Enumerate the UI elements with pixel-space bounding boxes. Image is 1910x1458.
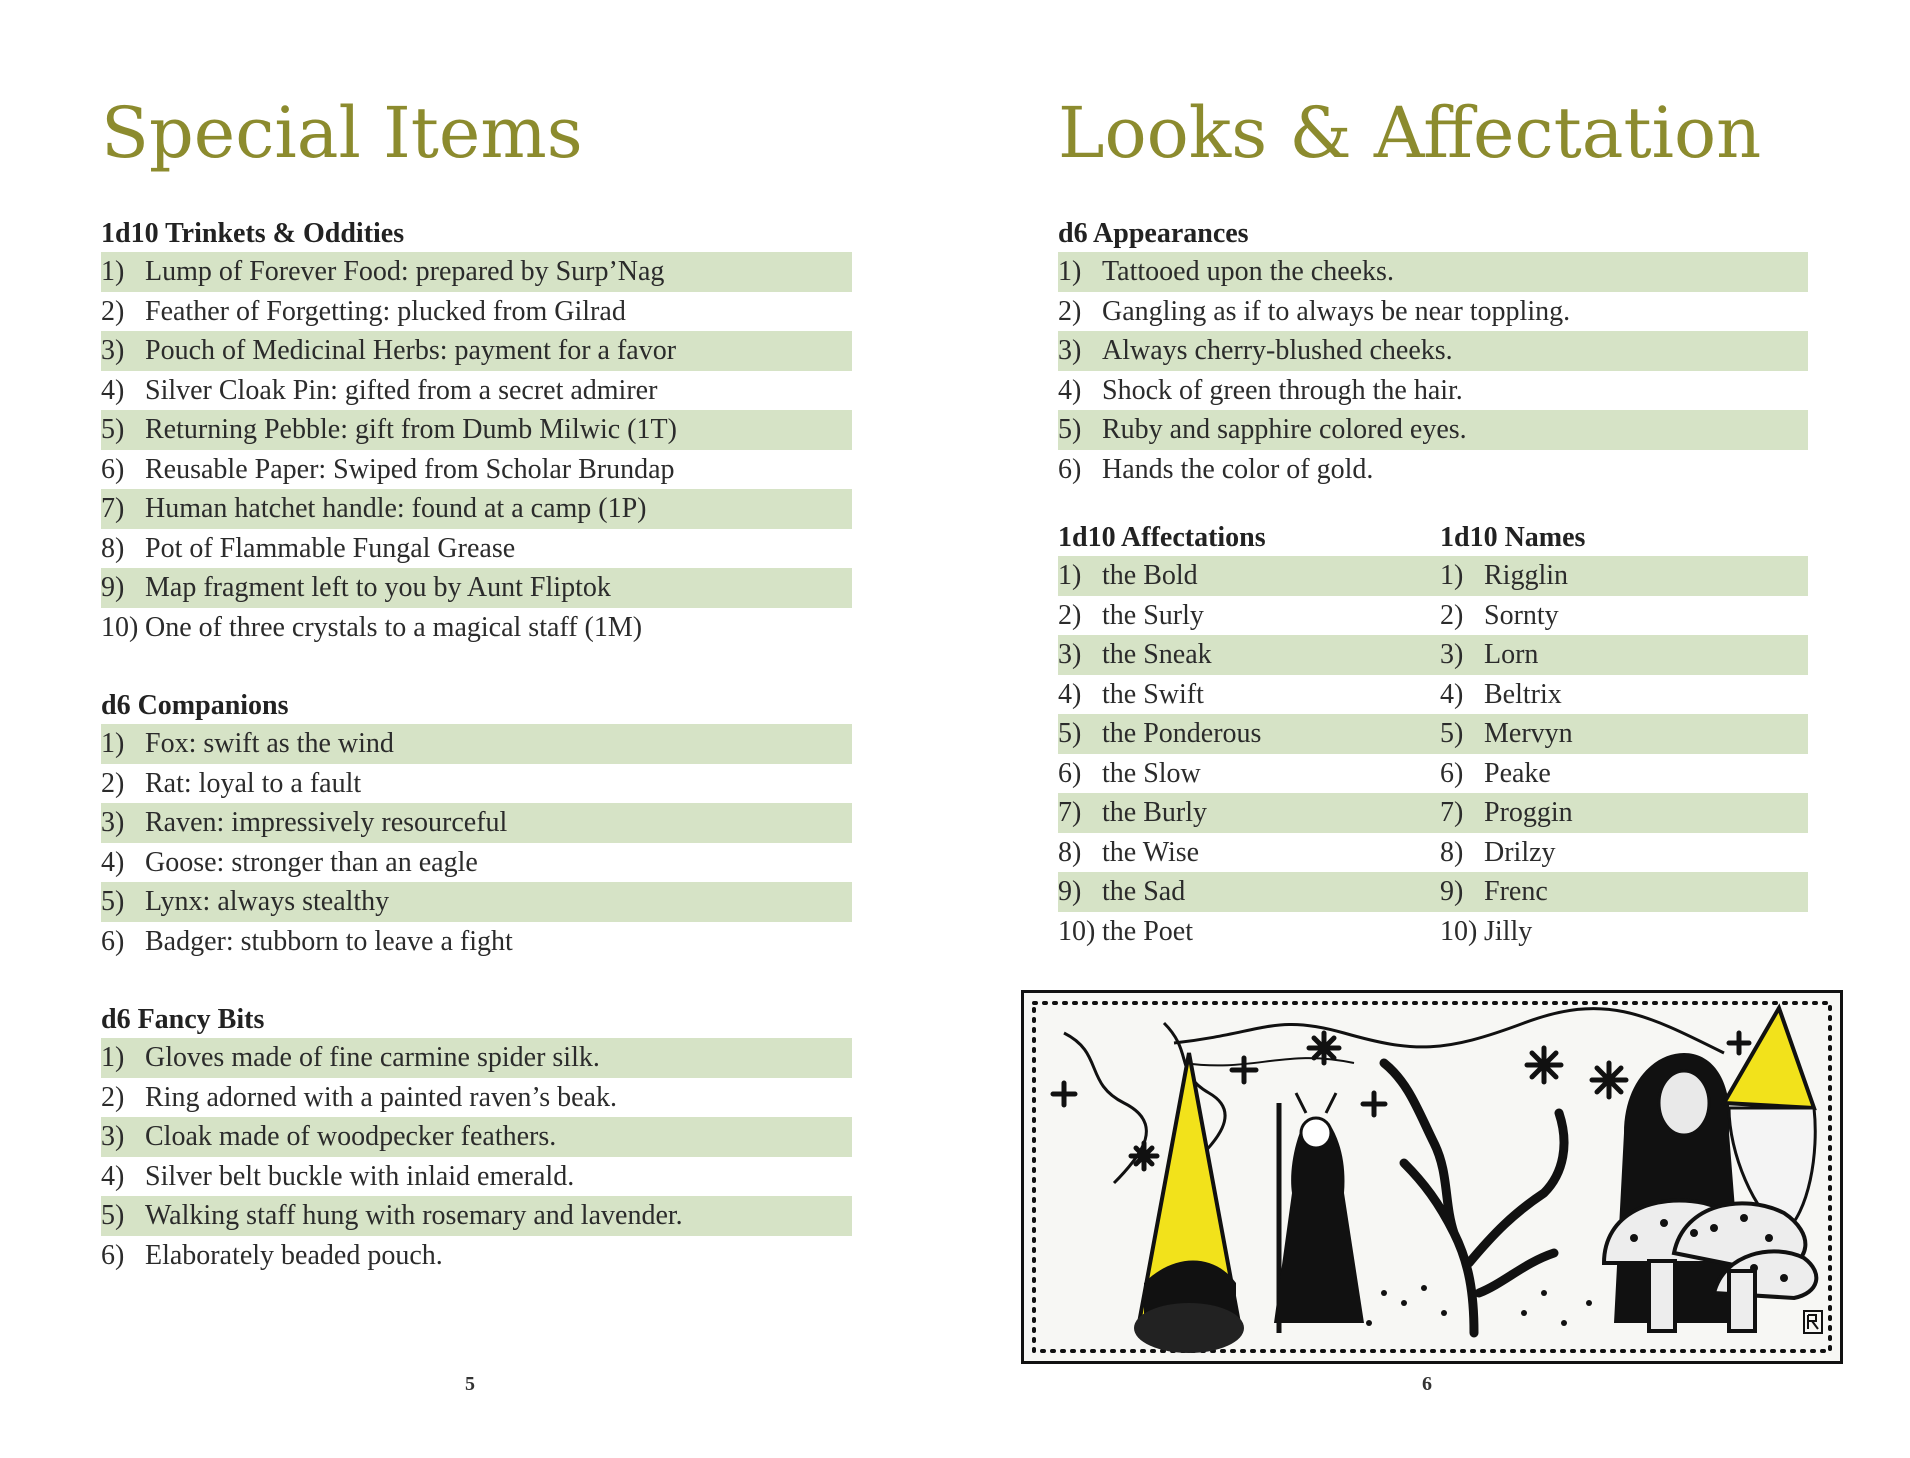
row-number: 7) (1440, 797, 1464, 828)
page-title: Special Items (101, 92, 583, 174)
row-number: 4) (1440, 678, 1464, 710)
row-number: 5) (1440, 718, 1464, 749)
table-row (101, 1117, 852, 1157)
row-text: Tattooed upon the cheeks. (1102, 256, 1394, 287)
table-row (101, 331, 852, 371)
table-row (101, 252, 852, 292)
row-number: 2) (1058, 599, 1082, 631)
row-number: 4) (101, 1160, 125, 1192)
table-row (1440, 754, 1808, 794)
row-text: Frenc (1484, 876, 1548, 907)
table-row (101, 568, 852, 608)
page-number: 5 (465, 1373, 475, 1395)
row-text: Silver belt buckle with inlaid emerald. (145, 1160, 575, 1192)
table-row (1058, 872, 1440, 912)
row-text: Human hatchet handle: found at a camp (1P) (145, 493, 647, 524)
row-number: 3) (1440, 639, 1464, 670)
table-row (1440, 596, 1808, 636)
page-number: 6 (1422, 1373, 1432, 1395)
row-number: 5) (1058, 718, 1082, 749)
table-row (1440, 793, 1808, 833)
row-text: Rat: loyal to a fault (145, 767, 362, 799)
row-text: Always cherry-blushed cheeks. (1102, 335, 1453, 366)
row-number: 2) (1058, 295, 1082, 327)
row-text: Reusable Paper: Swiped from Scholar Brundap (145, 453, 675, 485)
row-number: 6) (1058, 757, 1082, 789)
table-row (101, 724, 852, 764)
row-number: 3) (101, 807, 125, 838)
row-text: the Slow (1102, 757, 1201, 789)
row-text: Ruby and sapphire colored eyes. (1102, 414, 1467, 445)
table-row (101, 1038, 852, 1078)
table-row (1058, 371, 1808, 411)
row-text: the Bold (1102, 560, 1198, 591)
table-row (1440, 714, 1808, 754)
table-row (1058, 675, 1440, 715)
row-text: Hands the color of gold. (1102, 453, 1374, 485)
row-text: the Burly (1102, 797, 1207, 828)
table-row (101, 843, 852, 883)
row-number: 3) (101, 335, 125, 366)
table-row (101, 608, 852, 648)
row-text: Pouch of Medicinal Herbs: payment for a favor (145, 335, 677, 366)
table-row (101, 292, 852, 332)
row-number: 9) (101, 572, 125, 603)
row-number: 5) (101, 414, 125, 445)
row-text: Pot of Flammable Fungal Grease (145, 532, 516, 564)
row-number: 9) (1058, 876, 1082, 907)
row-text: Badger: stubborn to leave a fight (145, 925, 513, 957)
table-row (101, 1078, 852, 1118)
page-title: Looks & Affectation (1058, 92, 1762, 174)
row-number: 1) (1058, 560, 1082, 591)
table-row (101, 1157, 852, 1197)
table-row (101, 450, 852, 490)
table-row (101, 882, 852, 922)
table-row (1440, 675, 1808, 715)
row-number: 2) (101, 767, 125, 799)
row-text: Lump of Forever Food: prepared by Surp’Nag (145, 256, 665, 287)
table-heading: d6 Fancy Bits (101, 1004, 265, 1035)
row-text: the Sad (1102, 876, 1186, 907)
row-text: Feather of Forgetting: plucked from Gilrad (145, 295, 626, 327)
row-text: Map fragment left to you by Aunt Fliptok (145, 572, 611, 603)
row-text: Raven: impressively resourceful (145, 807, 508, 838)
row-text: Mervyn (1484, 718, 1573, 749)
row-text: Silver Cloak Pin: gifted from a secret admirer (145, 374, 658, 406)
table-heading: 1d10 Names (1440, 522, 1586, 553)
table-row (101, 803, 852, 843)
row-text: the Swift (1102, 678, 1204, 710)
table-row (1440, 912, 1808, 952)
row-number: 5) (101, 1200, 125, 1231)
table-row (101, 489, 852, 529)
row-text: Beltrix (1484, 678, 1562, 710)
row-number: 1) (101, 1042, 125, 1073)
row-text: the Ponderous (1102, 718, 1262, 749)
table-row (1440, 833, 1808, 873)
row-text: Rigglin (1484, 560, 1569, 591)
row-number: 3) (101, 1121, 125, 1152)
table-row (101, 764, 852, 804)
row-text: Lorn (1484, 639, 1539, 670)
table-row (1058, 635, 1440, 675)
row-text: Gloves made of fine carmine spider silk. (145, 1042, 600, 1073)
table-row (1058, 596, 1440, 636)
row-text: Elaborately beaded pouch. (145, 1239, 443, 1271)
row-number: 4) (101, 374, 125, 406)
row-number: 4) (101, 846, 125, 878)
row-text: Shock of green through the hair. (1102, 374, 1463, 406)
row-text: Lynx: always stealthy (145, 886, 390, 917)
row-number: 4) (1058, 678, 1082, 710)
companions-table (101, 688, 852, 961)
row-number: 10) (101, 611, 139, 643)
row-number: 5) (1058, 414, 1082, 445)
row-number: 8) (1440, 836, 1464, 868)
table-row (101, 371, 852, 411)
row-number: 1) (1058, 256, 1082, 287)
row-text: Cloak made of woodpecker feathers. (145, 1121, 557, 1152)
row-number: 2) (101, 1081, 125, 1113)
table-heading: 1d10 Trinkets & Oddities (101, 218, 405, 249)
table-heading: d6 Appearances (1058, 218, 1249, 249)
row-text: Goose: stronger than an eagle (145, 846, 478, 878)
row-number: 6) (101, 1239, 125, 1271)
row-text: Returning Pebble: gift from Dumb Milwic (1T) (145, 414, 677, 445)
row-number: 1) (101, 256, 125, 287)
table-row (1058, 410, 1808, 450)
table-heading: 1d10 Affectations (1058, 522, 1266, 553)
row-text: the Sneak (1102, 639, 1212, 670)
row-number: 6) (101, 453, 125, 485)
row-text: Sornty (1484, 599, 1559, 631)
table-row (1058, 754, 1440, 794)
table-heading: d6 Companions (101, 690, 289, 721)
row-number: 10) (1058, 915, 1096, 947)
row-number: 9) (1440, 876, 1464, 907)
fancy-bits-table (101, 1002, 852, 1275)
woodcut-illustration (1021, 990, 1843, 1364)
row-text: Peake (1484, 757, 1551, 789)
table-row (101, 1236, 852, 1276)
row-number: 3) (1058, 335, 1082, 366)
appearances-table (1058, 216, 1808, 489)
row-number: 2) (101, 295, 125, 327)
affectations-table (1058, 520, 1440, 951)
row-text: Ring adorned with a painted raven’s beak. (145, 1081, 617, 1113)
names-table (1440, 520, 1808, 951)
table-row (1058, 714, 1440, 754)
table-row (101, 922, 852, 962)
row-number: 6) (1058, 453, 1082, 485)
row-text: Gangling as if to always be near toppling. (1102, 295, 1571, 327)
row-number: 6) (1440, 757, 1464, 789)
row-number: 7) (101, 493, 125, 524)
table-row (1058, 292, 1808, 332)
row-number: 8) (101, 532, 125, 564)
table-row (101, 1196, 852, 1236)
row-number: 8) (1058, 836, 1082, 868)
row-number: 10) (1440, 915, 1478, 947)
row-text: the Wise (1102, 836, 1200, 868)
row-number: 4) (1058, 374, 1082, 406)
table-row (1058, 450, 1808, 490)
row-number: 7) (1058, 797, 1082, 828)
row-number: 1) (101, 728, 125, 759)
table-row (101, 410, 852, 450)
row-text: Drilzy (1484, 836, 1556, 868)
row-text: the Surly (1102, 599, 1204, 631)
row-text: One of three crystals to a magical staff (1M) (145, 611, 643, 643)
table-row (1440, 635, 1808, 675)
row-number: 6) (101, 925, 125, 957)
table-row (101, 529, 852, 569)
table-row (1440, 556, 1808, 596)
row-text: the Poet (1102, 915, 1193, 947)
row-number: 2) (1440, 599, 1464, 631)
trinkets-table (101, 216, 852, 647)
table-row (1058, 556, 1440, 596)
row-text: Proggin (1484, 797, 1573, 828)
illustration-artwork (1024, 993, 1840, 1361)
row-number: 3) (1058, 639, 1082, 670)
row-number: 1) (1440, 560, 1464, 591)
row-text: Jilly (1484, 915, 1533, 947)
table-row (1058, 793, 1440, 833)
table-row (1440, 872, 1808, 912)
table-row (1058, 252, 1808, 292)
row-text: Walking staff hung with rosemary and lavender. (145, 1200, 683, 1231)
row-text: Fox: swift as the wind (145, 728, 394, 759)
table-row (1058, 833, 1440, 873)
table-row (1058, 912, 1440, 952)
row-number: 5) (101, 886, 125, 917)
table-row (1058, 331, 1808, 371)
